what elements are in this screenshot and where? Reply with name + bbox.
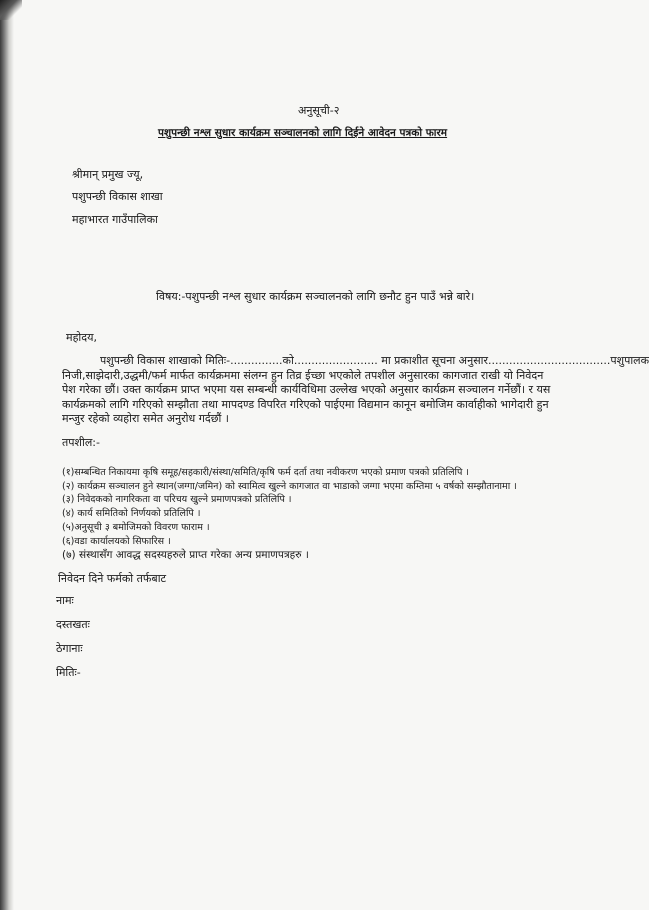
address-field-label: ठेगानाः bbox=[56, 642, 83, 655]
body-line: कार्यक्रमको लागि गरिएको सम्झौता तथा मापदण्ड विपरित गरिएको पाईएमा विद्यमान कानून बमोजिम कार्वाहीको भागेदारी हुन bbox=[62, 397, 549, 411]
subject-line: विषय:-पशुपन्छी नश्ल सुधार कार्यक्रम सञ्चालनको लागि छनौट हुन पाउँ भन्ने बारे। bbox=[156, 290, 475, 303]
body-line: पेश गरेका छौं। उक्त कार्यक्रम प्राप्त भएमा यस सम्बन्धी कार्यविधिमा उल्लेख भएको अनुसार कार्यक्रम सञ्चालन गर्नेछौं। र यस bbox=[62, 383, 551, 396]
signature-field-label: दस्तखतः bbox=[56, 618, 90, 631]
detail-item: (२) कार्यक्रम सञ्चालन हुने स्थान(जग्गा/जमिन) को स्वामित्व खुल्ने कागजात वा भाडाको जग्गा भएमा कम्तिमा ५ वर्षको सम्झौतानामा । bbox=[62, 481, 517, 492]
detail-item: (५)अनुसूची ३ बमोजिमको विवरण फाराम । bbox=[62, 522, 210, 533]
name-field-label: नामः bbox=[56, 594, 74, 607]
addressee-line-3: महाभारत गाउँपालिका bbox=[72, 213, 158, 226]
applicant-heading: निवेदन दिने फर्मको तर्फबाट bbox=[58, 572, 167, 585]
addressee-line-1: श्रीमान् प्रमुख ज्यू, bbox=[72, 168, 144, 181]
form-title: पशुपन्छी नश्ल सुधार कार्यक्रम सञ्चालनको लागि दिईने आवेदन पत्रको फारम bbox=[158, 127, 448, 139]
detail-item: (३) निवेदकको नागरिकता वा परिचय खुल्ने प्रमाणपत्रको प्रतिलिपि । bbox=[62, 494, 292, 505]
salutation: महोदय, bbox=[66, 331, 97, 344]
body-line: पशुपन्छी विकास शाखाको मितिः-...............को........................ मा प्रकाशीत सूचना अनुसार...................................पशुपालक bbox=[100, 354, 649, 367]
date-field-label: मितिः- bbox=[56, 666, 81, 679]
details-heading: तपशील:- bbox=[62, 436, 100, 449]
addressee-line-2: पशुपन्छी विकास शाखा bbox=[72, 190, 163, 203]
detail-item: (१)सम्बन्धित निकायमा कृषि समूह/सहकारी/संस्था/समिति/कृषि फर्म दर्ता तथा नवीकरण भएको प्रमाण पत्रको प्रतिलिपि । bbox=[62, 467, 470, 478]
scan-edge bbox=[0, 0, 14, 910]
detail-item: (७) संस्थासँग आवद्ध सदस्यहरुले प्राप्त गरेका अन्य प्रमाणपत्रहरु । bbox=[62, 549, 309, 561]
body-line: निजी,साझेदारी,उद्धमी/फर्म मार्फत कार्यक्रममा संलग्न हुन तिव्र ईच्छा भएकोले तपशील अनुसारका कागजात राखी यो निवेदन bbox=[62, 368, 544, 382]
detail-item: (६)वडा कार्यालयको सिफारिस । bbox=[62, 536, 171, 547]
scan-corner bbox=[0, 0, 22, 20]
detail-item: (४) कार्य समितिको निर्णयको प्रतिलिपि । bbox=[62, 508, 201, 519]
body-line: मन्जुर रहेको व्यहोरा समेत अनुरोध गर्दछौं । bbox=[62, 412, 229, 425]
annex-label: अनुसूची-२ bbox=[298, 104, 340, 117]
body-paragraph bbox=[62, 354, 649, 427]
